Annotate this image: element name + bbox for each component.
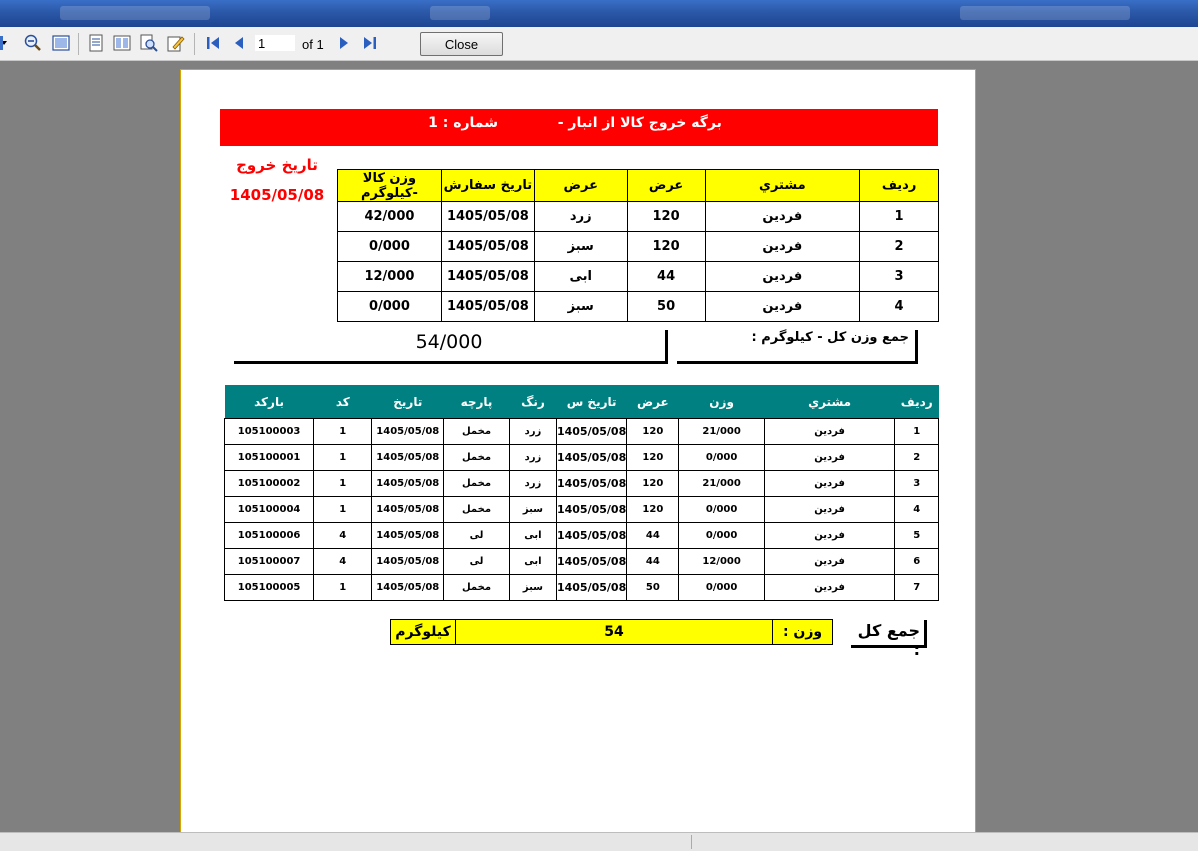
- table-cell: 4: [860, 292, 939, 322]
- table-cell: 1: [895, 419, 939, 445]
- table-cell: 1: [860, 202, 939, 232]
- table-cell: 3: [860, 262, 939, 292]
- grand-weight-label: وزن :: [773, 620, 833, 645]
- table-cell: 120: [627, 419, 679, 445]
- toolbar-separator: [78, 33, 79, 55]
- table-row: [338, 232, 939, 262]
- column-header: رديف: [895, 385, 939, 419]
- table-cell: زرد: [509, 445, 556, 471]
- table-cell: 1405/05/08: [372, 419, 444, 445]
- table-cell: زرد: [509, 471, 556, 497]
- table-cell: 120: [627, 445, 679, 471]
- table-cell: 1405/05/08: [556, 549, 626, 575]
- last-page-icon[interactable]: [361, 34, 379, 52]
- report-toolbar: [0, 27, 1198, 61]
- grand-total-table: [390, 619, 833, 645]
- table-cell: 44: [627, 262, 705, 292]
- table-cell: فردين: [705, 232, 860, 262]
- detail-table: [224, 385, 939, 601]
- status-divider: [691, 835, 692, 849]
- table-cell: 1405/05/08: [441, 262, 534, 292]
- table-cell: زرد: [534, 202, 627, 232]
- table-cell: فردين: [705, 292, 860, 322]
- table-row: [225, 575, 939, 601]
- report-number: شماره : 1: [428, 115, 498, 131]
- table-cell: مخمل: [444, 471, 510, 497]
- table-cell: 1405/05/08: [556, 445, 626, 471]
- table-cell: 1405/05/08: [372, 471, 444, 497]
- table-cell: 1405/05/08: [556, 471, 626, 497]
- table-cell: 105100007: [225, 549, 314, 575]
- table-cell: 7: [895, 575, 939, 601]
- table-cell: زرد: [509, 419, 556, 445]
- table-row: [338, 202, 939, 232]
- table-cell: 120: [627, 202, 705, 232]
- table-row: [225, 523, 939, 549]
- table-cell: 1405/05/08: [556, 523, 626, 549]
- detail-header-row: [225, 385, 939, 419]
- grand-total-label: جمع کل :: [857, 621, 920, 659]
- previous-page-icon[interactable]: [230, 34, 248, 52]
- table-cell: 42/000: [338, 202, 442, 232]
- table-cell: 1405/05/08: [556, 419, 626, 445]
- column-header: تاريخ: [372, 385, 444, 419]
- table-cell: 105100005: [225, 575, 314, 601]
- table-cell: 120: [627, 471, 679, 497]
- table-row: [225, 549, 939, 575]
- table-cell: ابی: [509, 523, 556, 549]
- title-bar-blur: [430, 6, 490, 20]
- toolbar-separator: [194, 33, 195, 55]
- exit-date-label: تاريخ خروج: [236, 156, 318, 174]
- first-page-icon[interactable]: [204, 34, 222, 52]
- table-cell: 1405/05/08: [441, 232, 534, 262]
- table-cell: 44: [627, 523, 679, 549]
- table-row: [225, 471, 939, 497]
- dropdown-arrow-icon[interactable]: [0, 34, 16, 52]
- table-cell: 1: [314, 419, 372, 445]
- table-cell: 1405/05/08: [441, 292, 534, 322]
- table-cell: 21/000: [679, 471, 764, 497]
- column-header: رنگ: [509, 385, 556, 419]
- table-cell: ابی: [534, 262, 627, 292]
- status-bar: [0, 832, 1198, 851]
- column-header: عرض: [627, 170, 705, 202]
- table-cell: 1: [314, 445, 372, 471]
- table-cell: مخمل: [444, 419, 510, 445]
- table-cell: 44: [627, 549, 679, 575]
- table-cell: 3: [895, 471, 939, 497]
- table-cell: 50: [627, 575, 679, 601]
- table-row: [225, 445, 939, 471]
- table-cell: سبز: [534, 232, 627, 262]
- table-cell: 0/000: [679, 575, 764, 601]
- table-cell: فردين: [764, 497, 895, 523]
- table-cell: فردين: [764, 575, 895, 601]
- title-bar-blur: [960, 6, 1130, 20]
- table-cell: 0/000: [338, 232, 442, 262]
- window-title-bar: [0, 0, 1198, 27]
- table-cell: 12/000: [338, 262, 442, 292]
- table-cell: 120: [627, 497, 679, 523]
- close-button[interactable]: Close: [420, 32, 503, 56]
- table-cell: 120: [627, 232, 705, 262]
- table-cell: 1405/05/08: [372, 549, 444, 575]
- table-row: [338, 292, 939, 322]
- table-cell: فردين: [705, 262, 860, 292]
- column-header: رديف: [860, 170, 939, 202]
- table-cell: 0/000: [679, 523, 764, 549]
- next-page-icon[interactable]: [335, 34, 353, 52]
- table-cell: فردين: [764, 419, 895, 445]
- column-header: تاريخ س: [556, 385, 626, 419]
- table-cell: 1405/05/08: [372, 497, 444, 523]
- multi-page-icon[interactable]: [113, 34, 131, 52]
- table-cell: 5: [895, 523, 939, 549]
- grand-total-row: [391, 620, 833, 645]
- table-cell: لی: [444, 523, 510, 549]
- table-cell: 1405/05/08: [556, 497, 626, 523]
- column-header: کد: [314, 385, 372, 419]
- page-width-icon[interactable]: [52, 34, 70, 52]
- table-row: [225, 497, 939, 523]
- page-number-input[interactable]: [255, 35, 295, 51]
- table-cell: فردين: [705, 202, 860, 232]
- table-cell: فردين: [764, 523, 895, 549]
- zoom-out-icon[interactable]: [24, 34, 42, 52]
- column-header: پارچه: [444, 385, 510, 419]
- table-cell: سبز: [509, 575, 556, 601]
- table-cell: 105100002: [225, 471, 314, 497]
- table-cell: 1: [314, 471, 372, 497]
- table-cell: مخمل: [444, 497, 510, 523]
- table-cell: 1405/05/08: [441, 202, 534, 232]
- table-cell: 0/000: [338, 292, 442, 322]
- table-cell: 1405/05/08: [372, 445, 444, 471]
- search-icon[interactable]: [140, 34, 158, 52]
- table-cell: 4: [895, 497, 939, 523]
- table-cell: 4: [314, 523, 372, 549]
- table-cell: فردين: [764, 445, 895, 471]
- table-cell: 2: [895, 445, 939, 471]
- column-header: بارکد: [225, 385, 314, 419]
- table-cell: لی: [444, 549, 510, 575]
- page-count-label: of 1: [302, 37, 324, 52]
- table-cell: 6: [895, 549, 939, 575]
- column-header: عرض: [534, 170, 627, 202]
- edit-icon[interactable]: [167, 34, 185, 52]
- table-cell: 21/000: [679, 419, 764, 445]
- table-cell: 12/000: [679, 549, 764, 575]
- table-row: [338, 262, 939, 292]
- grand-weight-unit: کيلوگرم: [391, 620, 456, 645]
- table-cell: ابی: [509, 549, 556, 575]
- table-cell: 105100001: [225, 445, 314, 471]
- table-cell: 4: [314, 549, 372, 575]
- table-cell: 1405/05/08: [372, 523, 444, 549]
- table-cell: 1405/05/08: [556, 575, 626, 601]
- table-cell: 0/000: [679, 445, 764, 471]
- table-cell: 105100003: [225, 419, 314, 445]
- table-cell: سبز: [509, 497, 556, 523]
- column-header: وزن: [679, 385, 764, 419]
- report-title: [220, 115, 930, 131]
- table-cell: فردين: [764, 471, 895, 497]
- report-header-banner: [220, 109, 938, 146]
- column-header: مشتري: [764, 385, 895, 419]
- column-header: تاريخ سفارش: [441, 170, 534, 202]
- exit-date-value: 1405/05/08: [229, 186, 325, 204]
- table-cell: مخمل: [444, 445, 510, 471]
- column-header: عرض: [627, 385, 679, 419]
- table-cell: 2: [860, 232, 939, 262]
- table-cell: 0/000: [679, 497, 764, 523]
- table-cell: 105100006: [225, 523, 314, 549]
- summary-table: [337, 169, 939, 322]
- column-header: مشتري: [705, 170, 860, 202]
- table-cell: سبز: [534, 292, 627, 322]
- table-cell: 1: [314, 575, 372, 601]
- table-row: [225, 419, 939, 445]
- table-cell: 1: [314, 497, 372, 523]
- column-header: وزن کالا -کيلوگرم: [338, 170, 442, 202]
- table-cell: 1405/05/08: [372, 575, 444, 601]
- single-page-icon[interactable]: [87, 34, 105, 52]
- total-weight-label: جمع وزن کل - کيلوگرم :: [751, 330, 909, 345]
- report-title-text: برگه خروج كالا از انبار -: [557, 115, 722, 131]
- grand-weight-value: 54: [455, 620, 772, 645]
- table-cell: 105100004: [225, 497, 314, 523]
- table-cell: 50: [627, 292, 705, 322]
- table-cell: فردين: [764, 549, 895, 575]
- total-weight-value: 54/000: [415, 331, 483, 353]
- table-cell: مخمل: [444, 575, 510, 601]
- summary-header-row: [338, 170, 939, 202]
- title-bar-blur: [60, 6, 210, 20]
